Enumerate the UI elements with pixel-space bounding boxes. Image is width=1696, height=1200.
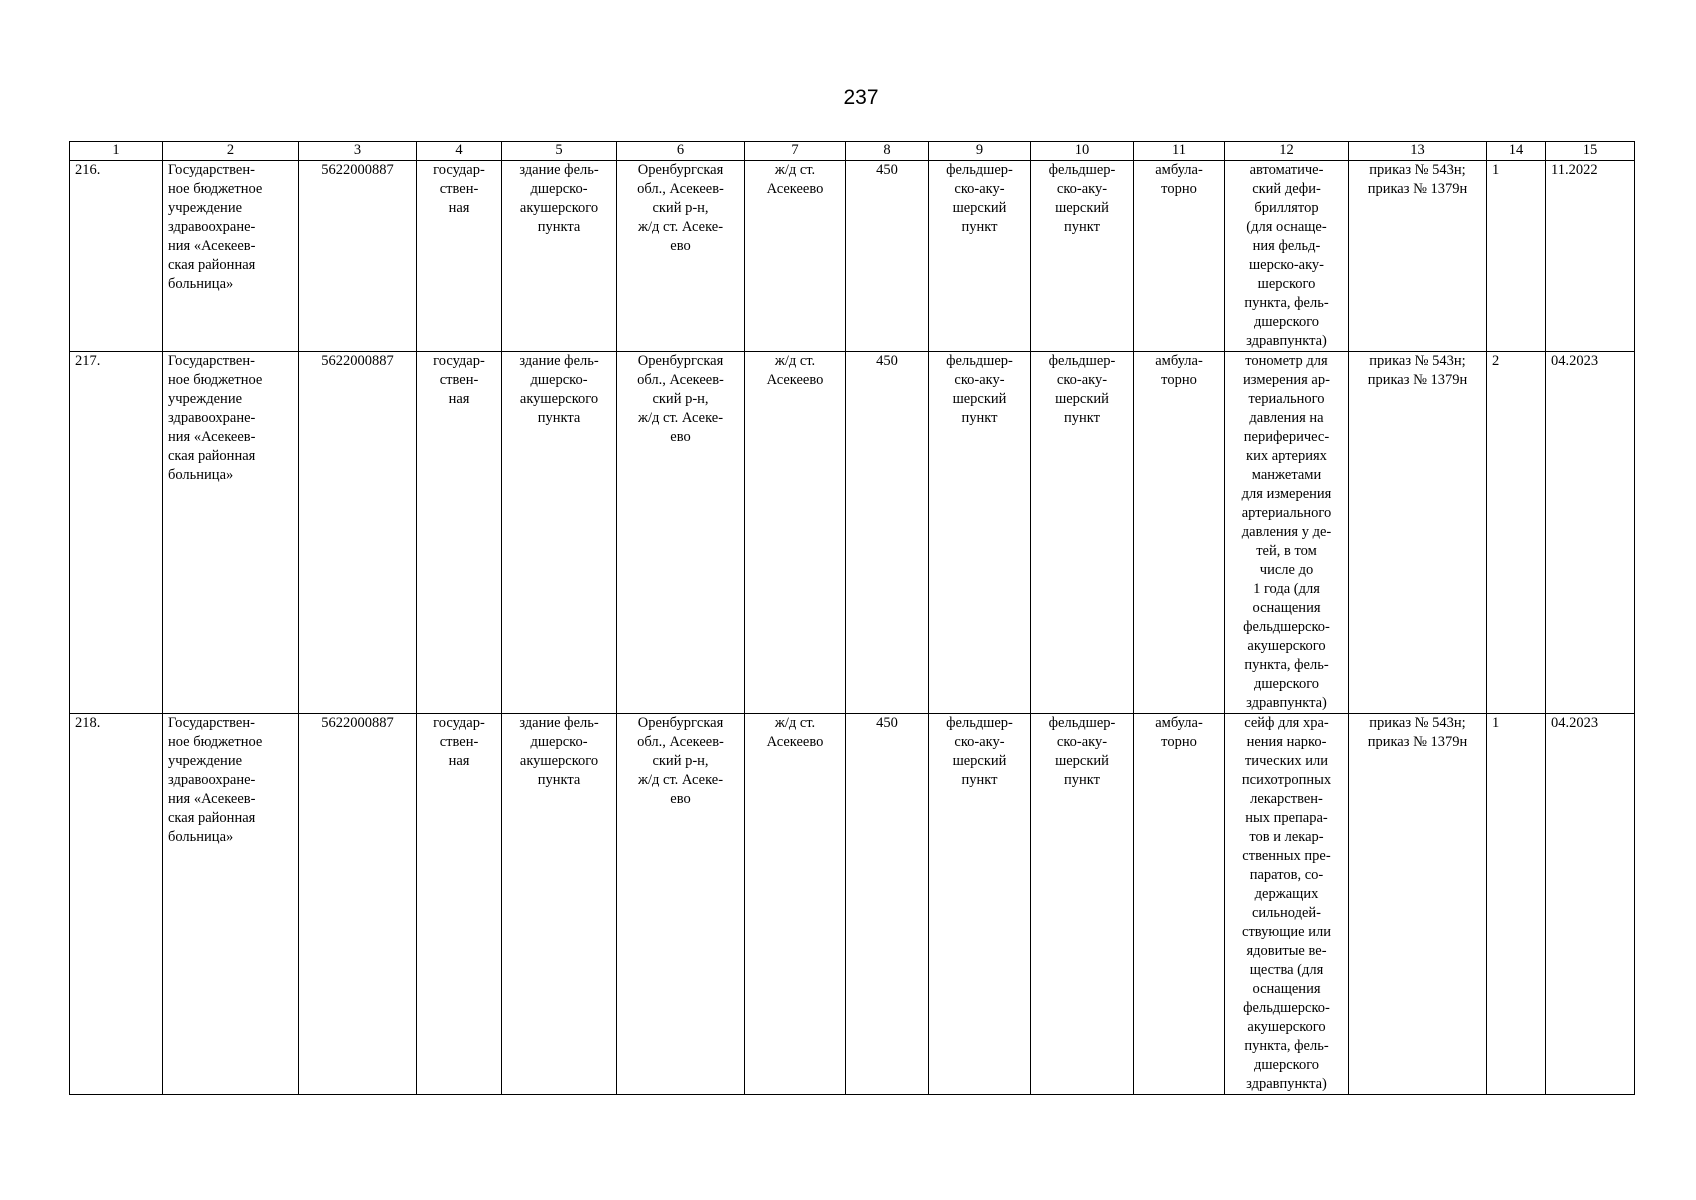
column-header-1: 1 [70,142,163,161]
quantity-cell: 2 [1487,352,1546,714]
column-header-2: 2 [163,142,299,161]
orders-cell: приказ № 543н; приказ № 1379н [1349,714,1487,1095]
equipment-registry-table [69,141,1635,1095]
unit-name-cell: фельдшер- ско-аку- шерский пункт [1031,161,1134,352]
orders-cell: приказ № 543н; приказ № 1379н [1349,352,1487,714]
ownership-cell: государ- ствен- ная [417,352,502,714]
column-header-5: 5 [502,142,617,161]
locality-cell: ж/д ст. Асекеево [745,161,846,352]
unit-name-cell: фельдшер- ско-аку- шерский пункт [1031,352,1134,714]
column-header-12: 12 [1225,142,1349,161]
inn-cell: 5622000887 [299,161,417,352]
ownership-cell: государ- ствен- ная [417,714,502,1095]
address-cell: Оренбургская обл., Асекеев- ский р-н, ж/д ст. Асеке- ево [617,714,745,1095]
column-header-3: 3 [299,142,417,161]
equipment-cell: автоматиче- ский дефи- бриллятор (для оснаще- ния фельд- шерско-аку- шерского пункта, фель- дшерского здравпункта) [1225,161,1349,352]
inn-cell: 5622000887 [299,714,417,1095]
column-header-6: 6 [617,142,745,161]
building-cell: здание фель- дшерско- акушерского пункта [502,352,617,714]
ownership-cell: государ- ствен- ная [417,161,502,352]
address-cell: Оренбургская обл., Асекеев- ский р-н, ж/д ст. Асеке- ево [617,352,745,714]
column-header-9: 9 [929,142,1031,161]
care-form-cell: амбула- торно [1134,352,1225,714]
unit-type-cell: фельдшер- ско-аку- шерский пункт [929,714,1031,1095]
page-number: 237 [843,86,879,109]
orders-cell: приказ № 543н; приказ № 1379н [1349,161,1487,352]
care-form-cell: амбула- торно [1134,714,1225,1095]
column-number-header-row [70,142,1635,161]
care-form-cell: амбула- торно [1134,161,1225,352]
population-cell: 450 [846,161,929,352]
column-header-11: 11 [1134,142,1225,161]
equipment-cell: сейф для хра- нения нарко- тических или психотропных лекарствен- ных препара- тов и лекар- ственных пре- паратов, со- держащих сильнодей- ствующие или ядовитые ве- щества (для оснащения фельдшерско- акушерского пункта, фель- дшерского здравпункта) [1225,714,1349,1095]
population-cell: 450 [846,352,929,714]
building-cell: здание фель- дшерско- акушерского пункта [502,714,617,1095]
unit-name-cell: фельдшер- ско-аку- шерский пункт [1031,714,1134,1095]
unit-type-cell: фельдшер- ско-аку- шерский пункт [929,161,1031,352]
row-number-cell: 217. [70,352,163,714]
column-header-4: 4 [417,142,502,161]
population-cell: 450 [846,714,929,1095]
unit-type-cell: фельдшер- ско-аку- шерский пункт [929,352,1031,714]
date-cell: 04.2023 [1546,352,1635,714]
locality-cell: ж/д ст. Асекеево [745,352,846,714]
address-cell: Оренбургская обл., Асекеев- ский р-н, ж/д ст. Асеке- ево [617,161,745,352]
organization-cell: Государствен- ное бюджетное учреждение здравоохране- ния «Асекеев- ская районная больница» [163,161,299,352]
quantity-cell: 1 [1487,714,1546,1095]
column-header-14: 14 [1487,142,1546,161]
column-header-15: 15 [1546,142,1635,161]
table-row [70,352,1635,714]
table-row [70,161,1635,352]
column-header-8: 8 [846,142,929,161]
row-number-cell: 216. [70,161,163,352]
organization-cell: Государствен- ное бюджетное учреждение здравоохране- ния «Асекеев- ская районная больница» [163,714,299,1095]
date-cell: 04.2023 [1546,714,1635,1095]
column-header-10: 10 [1031,142,1134,161]
inn-cell: 5622000887 [299,352,417,714]
organization-cell: Государствен- ное бюджетное учреждение здравоохране- ния «Асекеев- ская районная больница» [163,352,299,714]
building-cell: здание фель- дшерско- акушерского пункта [502,161,617,352]
locality-cell: ж/д ст. Асекеево [745,714,846,1095]
quantity-cell: 1 [1487,161,1546,352]
table-row [70,714,1635,1095]
date-cell: 11.2022 [1546,161,1635,352]
row-number-cell: 218. [70,714,163,1095]
column-header-13: 13 [1349,142,1487,161]
equipment-cell: тонометр для измерения ар- териального давления на периферичес- ких артериях манжетами для измерения артериального давления у де- тей, в том числе до 1 года (для оснащения фельдшерско- акушерского пункта, фель- дшерского здравпункта) [1225,352,1349,714]
column-header-7: 7 [745,142,846,161]
